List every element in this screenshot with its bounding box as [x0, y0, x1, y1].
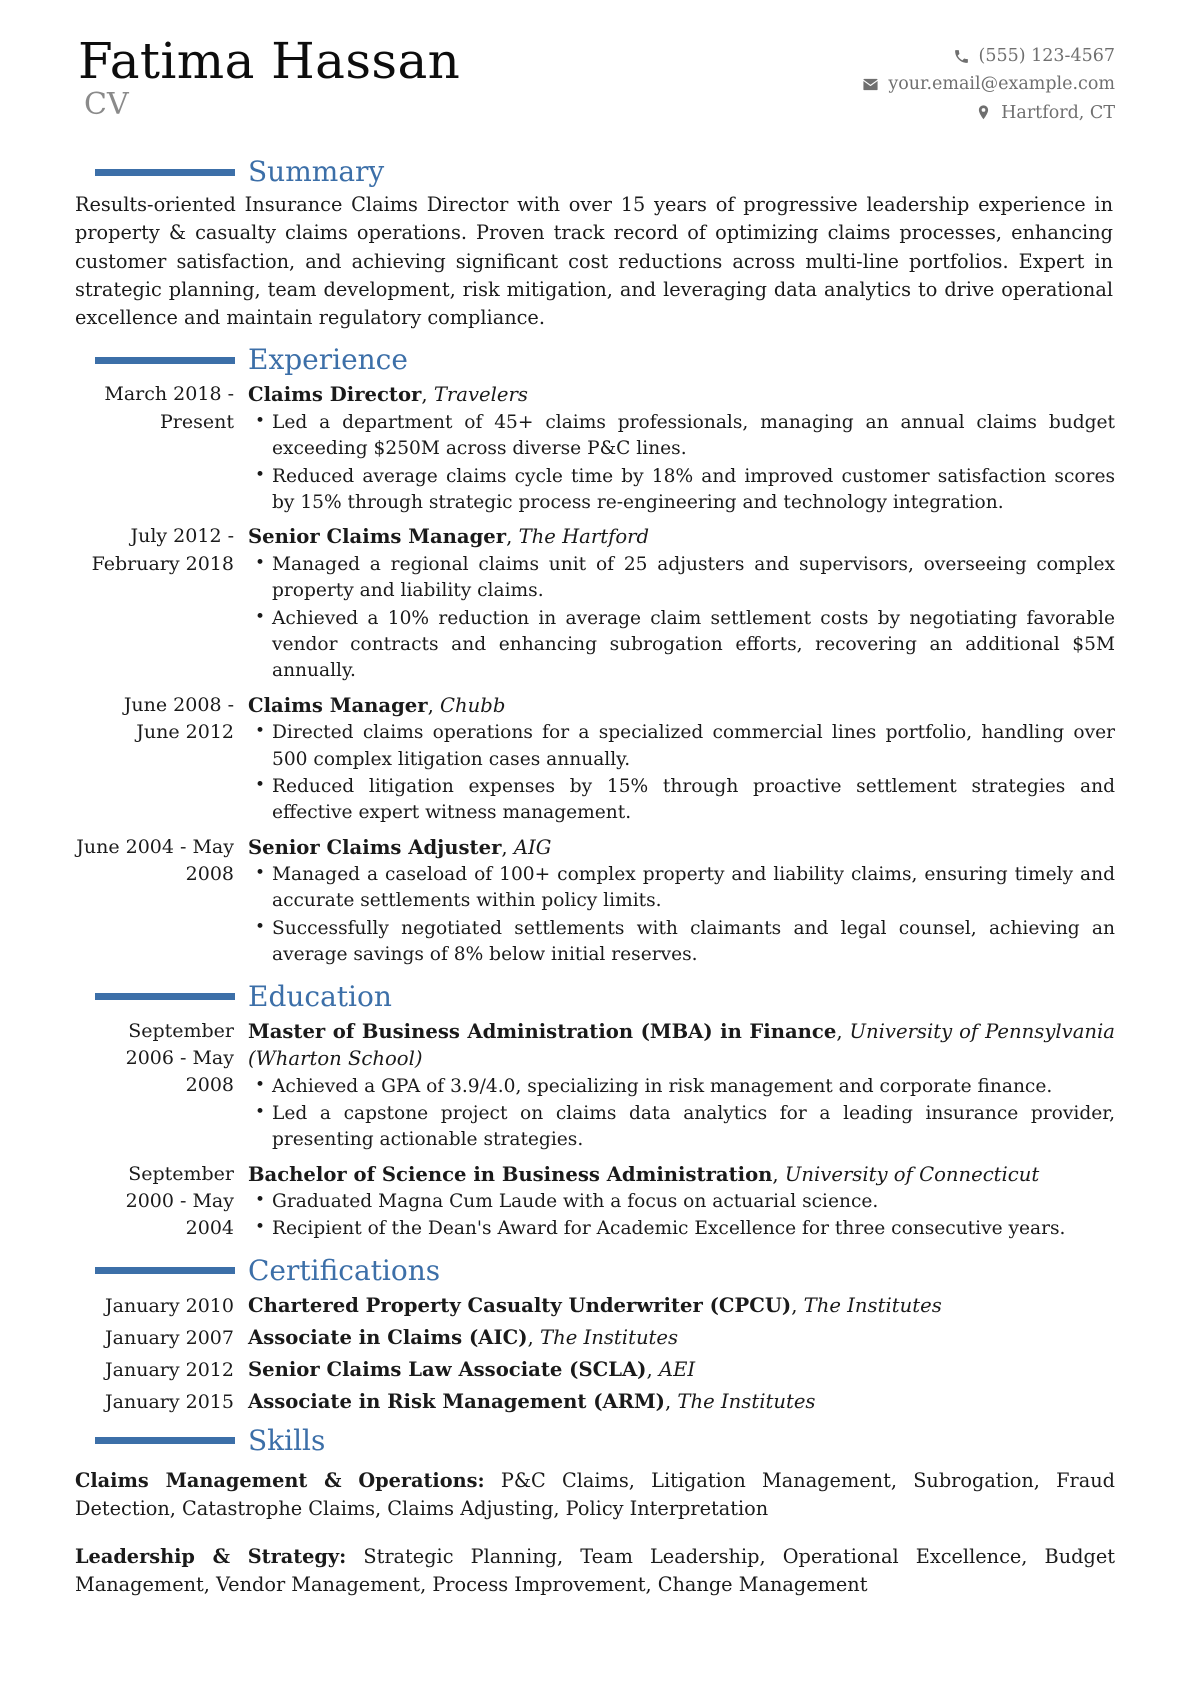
- entry-dates: July 2012 - February 2018: [91, 525, 234, 575]
- list-item: • Managed a regional claims unit of 25 adjusters and supervisors, overseeing complex property and liability claims.: [248, 552, 1115, 605]
- entry-org: AIG: [513, 835, 552, 859]
- entry-points: [248, 552, 1115, 685]
- list-item: • Led a capstone project on claims data analytics for a leading insurance provider, presenting actionable strategies.: [248, 1101, 1115, 1154]
- entry-institution: University of Pennsylvania (Wharton School): [248, 1019, 1115, 1071]
- certification-title: Associate in Risk Management (ARM): [248, 1389, 665, 1413]
- section-header-summary: [95, 155, 1115, 188]
- certification-date: January 2007: [105, 1326, 234, 1349]
- certification-issuer: The Institutes: [803, 1293, 942, 1317]
- cv-header: [75, 32, 1115, 144]
- certification-row: [75, 1326, 1115, 1349]
- entry-org: Chubb: [440, 693, 506, 717]
- section-title-skills: Skills: [248, 1423, 326, 1457]
- list-item: • Directed claims operations for a specialized commercial lines portfolio, handling over 500 complex litigation cases annually.: [248, 720, 1115, 773]
- list-item: • Reduced average claims cycle time by 18% and improved customer satisfaction scores by 15% through strategic process re-engineering and technology integration.: [248, 464, 1115, 517]
- experience-entry: [75, 381, 1115, 516]
- document-subtitle: CV: [84, 87, 129, 122]
- entry-role: Claims Director: [248, 383, 422, 407]
- skill-items: P&C Claims, Litigation Management, Subrogation, Fraud Detection, Catastrophe Claims, Claims Adjusting, Policy Interpretation: [75, 1468, 1115, 1521]
- section-title-certifications: Certifications: [248, 1253, 441, 1287]
- list-item: • Led a department of 45+ claims professionals, managing an annual claims budget exceeding $250M across diverse P&C lines.: [248, 410, 1115, 463]
- entry-heading: Bachelor of Science in Business Administration, University of Connecticut: [248, 1162, 1040, 1186]
- experience-entry: [75, 834, 1115, 969]
- certification-date: January 2010: [105, 1294, 234, 1317]
- entry-heading: Claims Manager, Chubb: [248, 693, 506, 717]
- entry-role: Senior Claims Adjuster: [248, 835, 502, 859]
- entry-dates: June 2004 - May 2008: [76, 835, 234, 886]
- entry-degree: Master of Business Administration (MBA) in Finance: [248, 1019, 837, 1043]
- entry-dates: June 2008 - June 2012: [123, 693, 234, 744]
- entry-body: [248, 381, 1115, 516]
- section-header-skills: [95, 1423, 1115, 1457]
- experience-entry: [75, 692, 1115, 827]
- entry-dates: September 2000 - May 2004: [125, 1162, 234, 1240]
- experience-entry: [75, 523, 1115, 684]
- entry-points: [248, 1189, 1115, 1243]
- certification-body: Senior Claims Law Associate (SCLA), AEI: [248, 1357, 696, 1381]
- certification-body: Associate in Claims (AIC), The Institutes: [248, 1325, 679, 1349]
- contact-phone[interactable]: [862, 42, 1115, 70]
- section-title-experience: Experience: [248, 343, 408, 377]
- certification-title: Chartered Property Casualty Underwriter (CPCU): [248, 1293, 792, 1317]
- entry-heading: Senior Claims Manager, The Hartford: [248, 525, 650, 549]
- entry-role: Senior Claims Manager: [248, 525, 507, 549]
- certification-row: [75, 1390, 1115, 1413]
- section-rule-icon: [95, 357, 235, 364]
- entry-dates: September 2006 - May 2008: [125, 1019, 234, 1097]
- contact-email[interactable]: [862, 70, 1115, 98]
- certification-body: Associate in Risk Management (ARM), The Institutes: [248, 1389, 816, 1413]
- section-header-certifications: [95, 1253, 1115, 1287]
- skill-category: Claims Management & Operations:: [75, 1468, 485, 1492]
- certification-title: Associate in Claims (AIC): [248, 1325, 528, 1349]
- certification-row: [75, 1358, 1115, 1381]
- entry-heading: Senior Claims Adjuster, AIG: [248, 835, 552, 859]
- list-item: • Reduced litigation expenses by 15% through proactive settlement strategies and effective expert witness management.: [248, 774, 1115, 827]
- location-pin-icon: [975, 104, 992, 121]
- list-item: • Managed a caseload of 100+ complex property and liability claims, ensuring timely and accurate settlements within policy limits.: [248, 862, 1115, 915]
- education-entry: [75, 1018, 1115, 1154]
- certification-body: Chartered Property Casualty Underwriter (CPCU), The Institutes: [248, 1293, 942, 1317]
- entry-body: [248, 523, 1115, 684]
- contact-email-value: your.email@example.com: [888, 74, 1115, 95]
- section-header-experience: [95, 343, 1115, 377]
- section-rule-icon: [95, 1437, 235, 1444]
- entry-points: [248, 862, 1115, 969]
- entry-body: [248, 1161, 1115, 1243]
- section-title-education: Education: [248, 979, 392, 1013]
- section-rule-icon: [95, 1267, 235, 1274]
- entry-body: [248, 692, 1115, 827]
- entry-body: [248, 1018, 1115, 1154]
- contact-phone-value: (555) 123-4567: [978, 46, 1115, 66]
- name-block: [75, 32, 461, 122]
- section-rule-icon: [95, 993, 235, 1000]
- entry-body: [248, 834, 1115, 969]
- skill-category: Leadership & Strategy:: [75, 1544, 347, 1568]
- contact-location-value: Hartford, CT: [1001, 102, 1115, 123]
- list-item: • Achieved a GPA of 3.9/4.0, specializing in risk management and corporate finance.: [248, 1074, 1115, 1100]
- entry-org: Travelers: [433, 383, 528, 407]
- entry-heading: Master of Business Administration (MBA) in Finance, University of Pennsylvania (Wharton School): [248, 1019, 1115, 1071]
- section-title-summary: Summary: [248, 155, 385, 188]
- entry-points: [248, 720, 1115, 827]
- summary-text: Results-oriented Insurance Claims Director with over 15 years of progressive leadership experience in property & casualty claims operations. Proven track record of optimizing claims processes, enhancing customer satisfaction, and achieving significant cost reductions across multi-line portfolios. Expert in strategic planning, team development, risk mitigation, and leveraging data analytics to drive operational excellence and maintain regulatory compliance.: [75, 193, 1113, 330]
- contact-block: [862, 36, 1115, 127]
- skill-items: Strategic Planning, Team Leadership, Operational Excellence, Budget Management, Vendor Management, Process Improvement, Change Management: [75, 1544, 1115, 1597]
- certification-issuer: The Institutes: [677, 1389, 816, 1413]
- entry-org: The Hartford: [518, 525, 650, 549]
- certification-row: [75, 1294, 1115, 1317]
- entry-points: [248, 410, 1115, 517]
- entry-role: Claims Manager: [248, 693, 428, 717]
- section-rule-icon: [95, 169, 235, 176]
- skill-group: [75, 1543, 1115, 1600]
- email-icon: [862, 76, 879, 93]
- contact-location[interactable]: [862, 99, 1115, 127]
- list-item: • Achieved a 10% reduction in average claim settlement costs by negotiating favorable vendor contracts and enhancing subrogation efforts, recovering an additional $5M annually.: [248, 606, 1115, 685]
- certification-issuer: AEI: [658, 1357, 696, 1381]
- certification-title: Senior Claims Law Associate (SCLA): [248, 1357, 647, 1381]
- entry-institution: University of Connecticut: [784, 1162, 1040, 1186]
- entry-points: [248, 1074, 1115, 1154]
- section-header-education: [95, 979, 1115, 1013]
- certification-date: January 2015: [105, 1390, 234, 1413]
- phone-icon: [953, 48, 970, 65]
- certification-date: January 2012: [105, 1358, 234, 1381]
- page-title: Fatima Hassan: [78, 32, 461, 90]
- list-item: • Graduated Magna Cum Laude with a focus on actuarial science.: [248, 1189, 1115, 1215]
- entry-degree: Bachelor of Science in Business Administration: [248, 1162, 773, 1186]
- certification-issuer: The Institutes: [540, 1325, 679, 1349]
- list-item: • Recipient of the Dean's Award for Academic Excellence for three consecutive years.: [248, 1216, 1115, 1242]
- education-entry: [75, 1161, 1115, 1243]
- entry-dates: March 2018 - Present: [104, 383, 234, 433]
- skill-group: [75, 1467, 1115, 1524]
- entry-heading: Claims Director, Travelers: [248, 383, 528, 407]
- list-item: • Successfully negotiated settlements with claimants and legal counsel, achieving an average savings of 8% below initial reserves.: [248, 916, 1115, 969]
